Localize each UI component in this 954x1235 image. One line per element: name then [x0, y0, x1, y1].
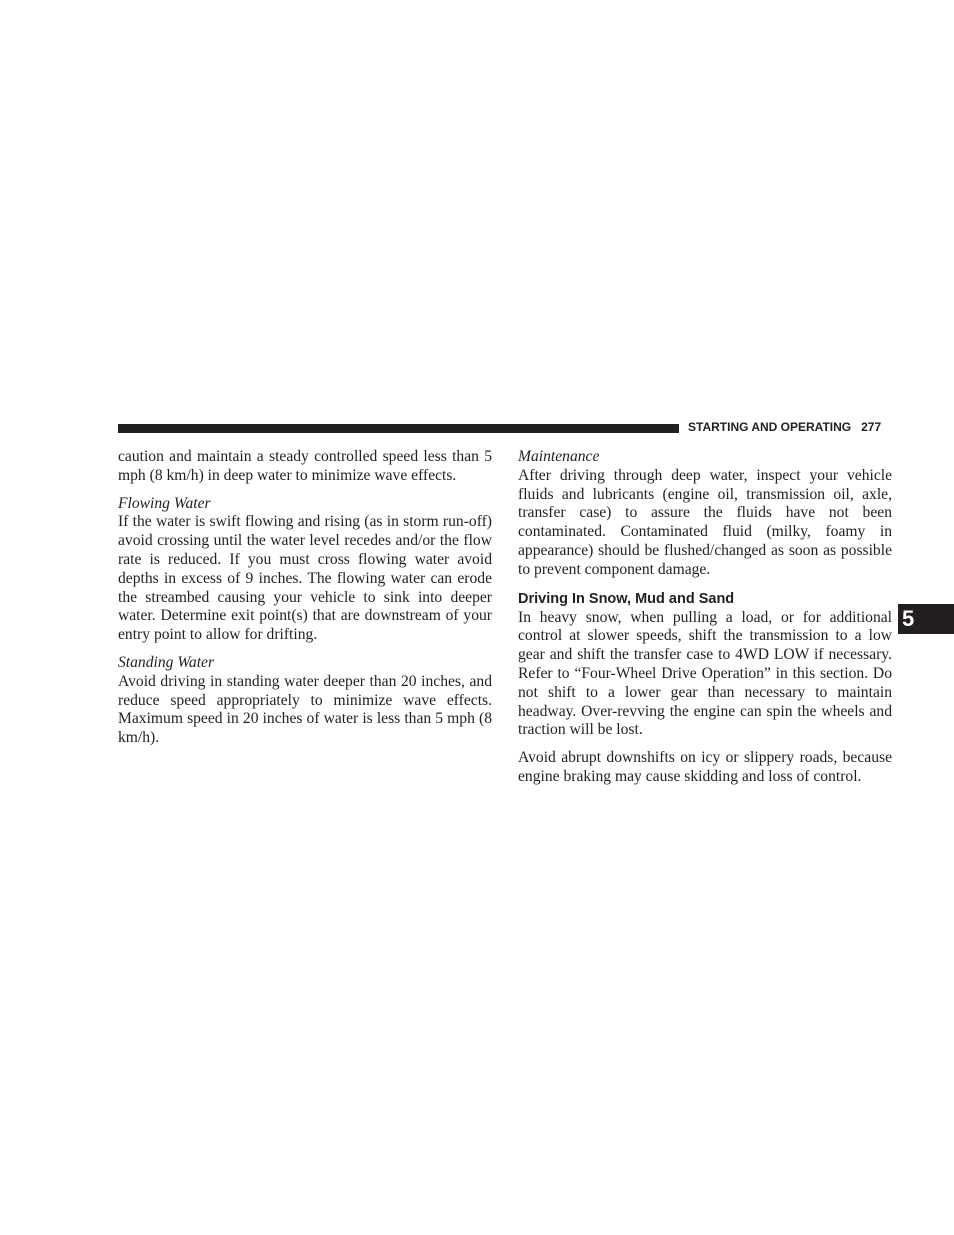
header-rule [118, 424, 679, 433]
flowing-water-paragraph: If the water is swift flowing and rising (as in storm run-off) avoid crossing until the water level recedes and/or the flow rate is reduced. If you must cross flowing water avoid depths in excess of 9 inches. The flowing water can erode the streambed causing your vehicle to sink into deeper water. Determine exit point(s) that are downstream of your entry point to allow for drifting. [118, 513, 492, 644]
standing-water-paragraph: Avoid driving in standing water deeper than 20 inches, and reduce speed appropriately to minimize wave effects. Maximum speed in 20 inches of water is less than 5 mph (8 km/h). [118, 672, 492, 747]
snow-paragraph-1: In heavy snow, when pulling a load, or for additional control at slower speeds, shift the transmission to a low gear and shift the transfer case to 4WD LOW if necessary. Refer to “Four-Wheel Drive Operation” in this section. Do not shift to a lower gear than necessary to maintain headway. Over-revving the engine can spin the wheels and traction will be lost. [518, 608, 892, 739]
snow-mud-sand-heading: Driving In Snow, Mud and Sand [518, 590, 735, 607]
flowing-water-heading: Flowing Water [118, 494, 211, 512]
running-header [688, 419, 892, 435]
maintenance-paragraph: After driving through deep water, inspect your vehicle fluids and lubricants (engine oil, transmission oil, axle, transfer case) to assure the fluids have not been contaminated. Contaminated fluid (milky, foamy in appearance) should be flushed/changed as soon as possible to prevent component damage. [518, 466, 892, 578]
standing-water-heading: Standing Water [118, 653, 215, 671]
snow-paragraph-2: Avoid abrupt downshifts on icy or slippery roads, because engine braking may cause skidding and loss of control. [518, 749, 892, 785]
chapter-tab: 5 [898, 604, 954, 634]
page-number: 277 [861, 420, 882, 434]
maintenance-heading: Maintenance [518, 448, 600, 465]
section-title: STARTING AND OPERATING [688, 420, 852, 434]
right-column [518, 448, 892, 787]
left-column [118, 448, 492, 748]
intro-paragraph: caution and maintain a steady controlled speed less than 5 mph (8 km/h) in deep water to minimize wave effects. [118, 448, 492, 484]
